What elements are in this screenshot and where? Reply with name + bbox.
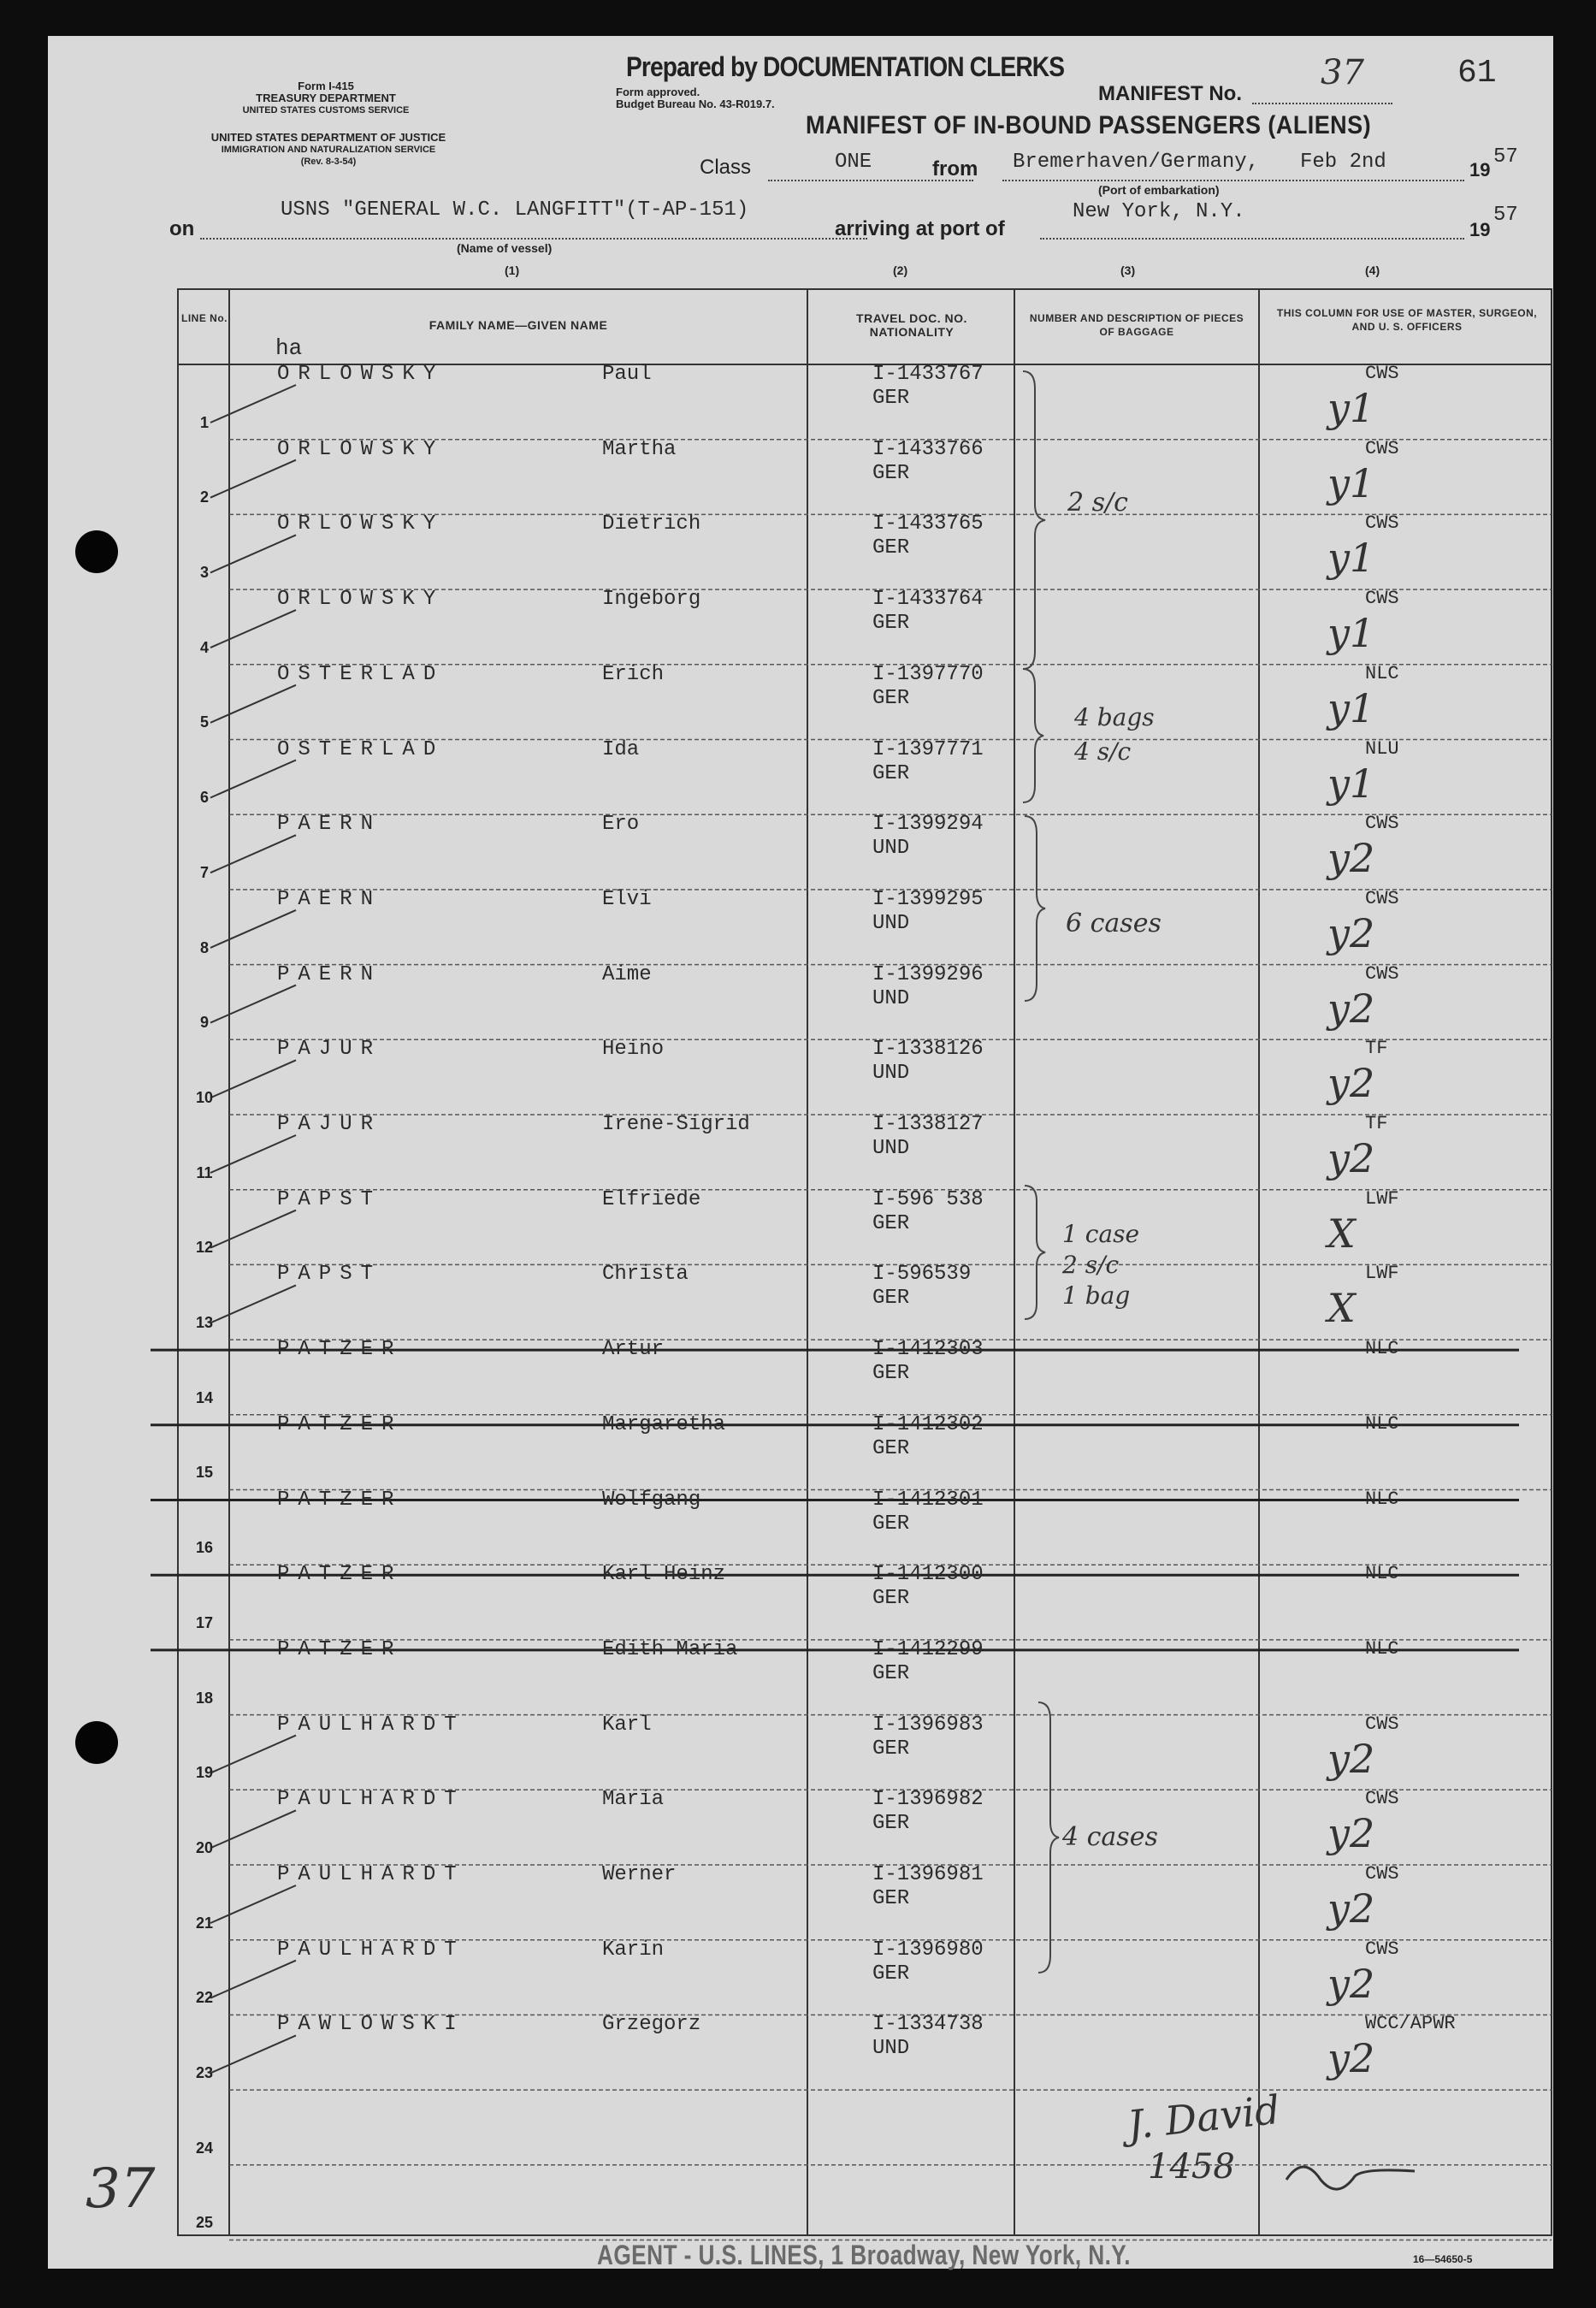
given-name: Paul [602,363,652,386]
family-name: OSTERLAD [277,737,445,761]
ins-title: IMMIGRATION AND NATURALIZATION SERVICE [221,145,436,155]
nationality: UND [872,837,910,861]
form-code: 16—54650-5 [1413,2253,1473,2265]
officer-code: TF [1365,1038,1388,1060]
inspection-mark: y1 [1327,535,1375,582]
budget-bureau: Budget Bureau No. 43-R019.7. [616,98,775,110]
line-number: 7 [199,863,209,881]
travel-doc-number: I-1396981 [872,1863,984,1886]
nationality: GER [872,761,910,785]
family-name: PATZER [277,1412,403,1436]
family-name: PAERN [277,813,382,837]
given-name: Artur [602,1338,665,1362]
given-name: Margaretha [602,1412,726,1436]
inspection-mark: y2 [1327,1060,1375,1107]
handwritten-ha: ha [275,335,303,361]
travel-doc-number: I-1433767 [872,363,984,386]
nationality: GER [872,1737,910,1761]
given-name: Aime [602,962,652,986]
treasury-dept: TREASURY DEPARTMENT [256,92,396,104]
travel-doc-number: I-596539 [872,1263,972,1287]
officer-signature: J. David [1125,2086,1282,2149]
from-value: Bremerhaven/Germany, [1013,151,1260,174]
line-number: 11 [196,1163,213,1181]
signature-number: 1458 [1148,2147,1235,2187]
vessel-name: USNS "GENERAL W.C. LANGFITT"(T-AP-151) [281,198,749,222]
travel-doc-number: I-1412301 [872,1488,984,1512]
given-name: Martha [602,437,677,461]
line-number: 4 [199,638,209,656]
given-name: Dietrich [602,512,701,536]
family-name: PAULHARDT [277,1713,465,1737]
baggage-note-6: 2 s/c [1062,1251,1120,1279]
inspection-mark: y2 [1327,1735,1375,1782]
nationality: UND [872,911,910,935]
officer-code: WCC/APWR [1365,2013,1456,2035]
agent-stamp: AGENT - U.S. LINES, 1 Broadway, New York, N.Y. [597,2240,1131,2270]
inspection-mark: y1 [1327,684,1375,731]
line-number: 21 [195,1914,214,1932]
baggage-note-2: 4 bags [1074,703,1155,731]
family-name: PAJUR [277,1113,382,1136]
baggage-note-7: 1 bag [1062,1281,1131,1310]
family-name: PATZER [277,1488,403,1512]
given-name: Irene-Sigrid [602,1113,750,1136]
nationality: GER [872,1661,910,1685]
family-name: PAERN [277,887,382,911]
given-name: Christa [602,1263,689,1287]
line-number: 23 [195,2064,214,2082]
nationality: GER [872,536,910,560]
class-value: ONE [835,151,872,174]
officer-code: LWF [1365,1187,1399,1210]
departure-date: Feb 2nd [1300,151,1386,174]
travel-doc-number: I-1412302 [872,1412,984,1436]
nationality: GER [872,1512,910,1536]
travel-doc-number: I-1397771 [872,737,984,761]
inspection-mark: y2 [1327,985,1375,1032]
officer-code: NLC [1365,662,1399,684]
nationality: GER [872,1436,910,1460]
officer-code: NLC [1365,1563,1399,1585]
nationality: GER [872,387,910,410]
officer-code: TF [1365,1113,1388,1134]
travel-doc-number: I-1433765 [872,512,984,536]
officer-code: CWS [1365,1938,1399,1960]
inspection-mark: y2 [1327,1960,1375,2007]
col-number-3: (3) [1120,263,1136,277]
manifest-no-value: 37 [1321,53,1364,92]
arrival-year-prefix: 19 [1469,219,1491,240]
manifest-page [48,36,1553,2269]
travel-doc-number: I-1399296 [872,962,984,986]
line-number: 9 [199,1014,209,1032]
given-name: Karin [602,1938,665,1962]
officer-code: CWS [1365,588,1399,610]
line-number: 3 [199,564,209,582]
travel-doc-number: I-1396983 [872,1713,984,1737]
travel-doc-number: I-1399294 [872,813,984,837]
line-number: 13 [195,1314,214,1332]
nationality: GER [872,1287,910,1311]
travel-doc-number: I-1412299 [872,1637,984,1661]
line-number: 19 [195,1764,214,1782]
class-label: Class [700,156,752,179]
given-name: Ida [602,737,640,761]
line-number: 14 [195,1388,214,1406]
officer-code: NLC [1365,1338,1399,1360]
officer-code: CWS [1365,1713,1399,1735]
family-name: ORLOWSKY [277,363,445,386]
family-name: PAULHARDT [277,1938,465,1962]
line-number: 16 [195,1539,214,1557]
given-name: Erich [602,662,665,686]
given-name: Ingeborg [602,588,701,612]
family-name: PAJUR [277,1038,382,1062]
col-number-4: (4) [1365,263,1380,277]
family-name: PATZER [277,1637,403,1661]
col-number-1: (1) [505,263,520,277]
col-number-2: (2) [893,263,908,277]
officer-code: CWS [1365,1788,1399,1810]
inspection-mark: y1 [1327,610,1375,657]
line-number: 25 [195,2214,214,2232]
travel-doc-number: I-1433766 [872,437,984,461]
form-approved: Form approved. [616,86,700,98]
nationality: GER [872,1812,910,1836]
family-name: ORLOWSKY [277,588,445,612]
line-number: 15 [195,1464,214,1482]
officer-code: CWS [1365,887,1399,909]
port-embark-caption: (Port of embarkation) [1098,183,1220,197]
line-number: 24 [195,2139,214,2157]
inspection-mark: X [1327,1210,1356,1257]
officer-code: LWF [1365,1263,1399,1285]
given-name: Elvi [602,887,652,911]
inspection-mark: y2 [1327,835,1375,882]
col-header-line-no: LINE No. [181,312,228,324]
arrival-port: New York, N.Y. [1073,200,1245,223]
given-name: Karl [602,1713,652,1737]
manifest-no-label: MANIFEST No. [1098,82,1242,105]
inspection-mark: y1 [1327,459,1375,506]
family-name: PAULHARDT [277,1788,465,1812]
family-name: OSTERLAD [277,662,445,686]
officer-code: CWS [1365,512,1399,535]
nationality: GER [872,612,910,636]
given-name: Wolfgang [602,1488,701,1512]
officer-code: NLU [1365,737,1399,760]
year-prefix: 19 [1469,159,1491,180]
inspection-mark: y2 [1327,2035,1375,2082]
doj-title: UNITED STATES DEPARTMENT OF JUSTICE [210,131,446,144]
travel-doc-number: I-1334738 [872,2013,984,2037]
prepared-by: Prepared by DOCUMENTATION CLERKS [626,51,1065,82]
line-number: 5 [199,713,209,731]
customs-service: UNITED STATES CUSTOMS SERVICE [242,105,410,115]
baggage-note-5: 1 case [1062,1220,1140,1248]
from-label: from [932,157,978,180]
family-name: PATZER [277,1563,403,1587]
line-number: 1 [199,413,209,431]
family-name: PAERN [277,962,382,986]
line-number: 8 [199,938,209,956]
family-name: ORLOWSKY [277,437,445,461]
officer-code: CWS [1365,437,1399,459]
nationality: UND [872,1062,910,1086]
margin-number: 37 [86,2157,156,2221]
inspection-mark: y2 [1327,1810,1375,1857]
nationality: GER [872,1362,910,1386]
baggage-note-4: 6 cases [1066,908,1162,938]
travel-doc-number: I-1433764 [872,588,984,612]
baggage-note-3: 4 s/c [1074,737,1132,766]
arrival-year-value: 57 [1493,204,1518,227]
form-number: Form I-415 [298,80,354,92]
given-name: Elfriede [602,1187,701,1211]
travel-doc-number: I-1338126 [872,1038,984,1062]
given-name: Maria [602,1788,665,1812]
line-number: 17 [195,1613,214,1631]
officer-code: CWS [1365,813,1399,835]
line-number: 22 [195,1989,214,2007]
page-number: 61 [1457,55,1497,92]
nationality: GER [872,686,910,710]
vessel-caption: (Name of vessel) [457,241,553,255]
line-number: 20 [195,1838,214,1856]
family-name: PAULHARDT [277,1863,465,1886]
nationality: GER [872,1887,910,1910]
travel-doc-number: I-1396980 [872,1938,984,1962]
nationality: UND [872,2037,910,2061]
nationality: UND [872,986,910,1010]
given-name: Karl Heinz [602,1563,726,1587]
col-header-name: FAMILY NAME—GIVEN NAME [429,318,608,332]
given-name: Werner [602,1863,677,1886]
family-name: PAPST [277,1263,382,1287]
inspection-mark: y2 [1327,909,1375,956]
officer-code: NLC [1365,1412,1399,1435]
revision: (Rev. 8-3-54) [300,157,357,167]
travel-doc-number: I-1396982 [872,1788,984,1812]
inspection-mark: X [1327,1285,1356,1332]
line-number: 2 [199,488,209,506]
given-name: Heino [602,1038,665,1062]
col-header-travel-doc: TRAVEL DOC. NO. NATIONALITY [856,311,967,339]
given-name: Edith Maria [602,1637,738,1661]
nationality: UND [872,1137,910,1160]
inspection-mark: y1 [1327,385,1375,431]
travel-doc-number: I-1397770 [872,662,984,686]
manifest-title: MANIFEST OF IN-BOUND PASSENGERS (ALIENS) [806,111,1372,139]
officer-code: CWS [1365,962,1399,985]
arriving-label: arriving at port of [835,217,1005,240]
line-number: 18 [195,1689,214,1707]
given-name: Grzegorz [602,2013,701,2037]
officer-code: NLC [1365,1637,1399,1660]
travel-doc-number: I-1412300 [872,1563,984,1587]
col-header-baggage: NUMBER AND DESCRIPTION OF PIECES OF BAGGAGE [1029,312,1244,338]
travel-doc-number: I-1412303 [872,1338,984,1362]
signature-flourish [48,36,1553,2269]
officer-code: CWS [1365,1863,1399,1885]
given-name: Ero [602,813,640,837]
inspection-mark: y2 [1327,1135,1375,1181]
officer-code: CWS [1365,363,1399,384]
nationality: GER [872,1962,910,1985]
family-name: PAWLOWSKI [277,2013,465,2037]
travel-doc-number: I-1399295 [872,887,984,911]
travel-doc-number: I-596 538 [872,1187,984,1211]
on-label: on [169,217,195,240]
nationality: GER [872,1211,910,1235]
baggage-note-8: 4 cases [1062,1822,1158,1852]
inspection-mark: y2 [1327,1885,1375,1932]
travel-doc-number: I-1338127 [872,1113,984,1136]
baggage-note-1: 2 s/c [1067,488,1128,518]
col-header-officers: THIS COLUMN FOR USE OF MASTER, SURGEON, AND U. S. OFFICERS [1276,307,1538,333]
line-number: 6 [199,789,209,807]
inspection-mark: y1 [1327,760,1375,807]
nationality: GER [872,461,910,485]
year-value: 57 [1493,145,1518,169]
line-number: 10 [195,1088,214,1106]
family-name: PAPST [277,1187,382,1211]
line-number: 12 [195,1239,214,1257]
family-name: PATZER [277,1338,403,1362]
nationality: GER [872,1587,910,1611]
officer-code: NLC [1365,1488,1399,1510]
family-name: ORLOWSKY [277,512,445,536]
